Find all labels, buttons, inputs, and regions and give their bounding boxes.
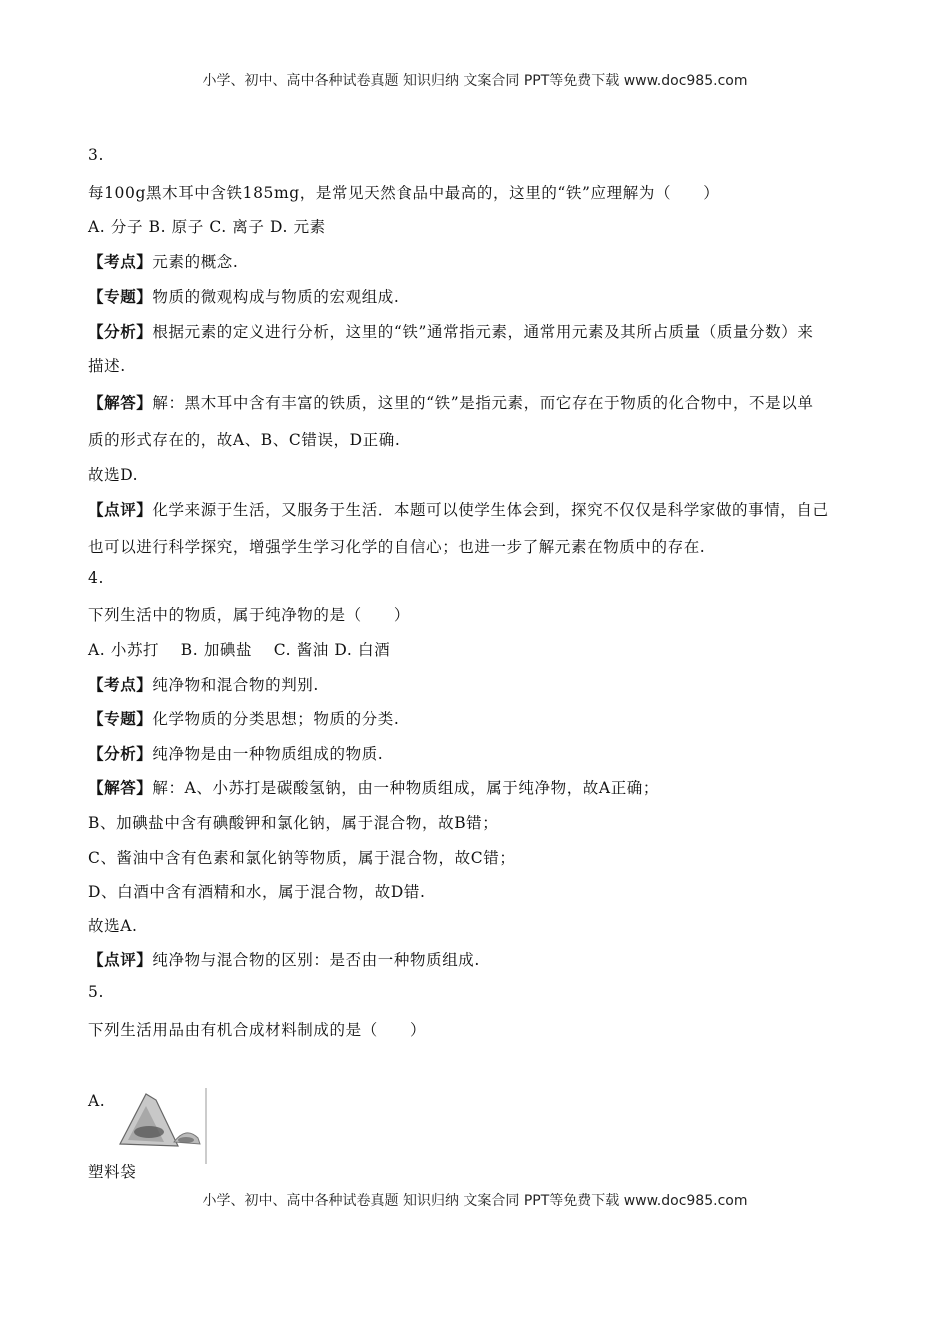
dianping-text: 纯净物与混合物的区别：是否由一种物质组成. [152,951,480,969]
q3-options: A. 分子 B. 原子 C. 离子 D. 元素 [88,218,326,236]
q4-jieda-d: D、白酒中含有酒精和水，属于混合物，故D错. [88,883,426,901]
jieda-tag: 【解答】 [88,778,153,797]
q4-kaodian [88,673,862,695]
jieda-tag: 【解答】 [88,393,153,412]
q5-option-a-label: A. [88,1092,106,1110]
fenxi-text: 纯净物是由一种物质组成的物质. [152,745,384,763]
kaodian-text: 元素的概念. [152,253,239,271]
q4-number: 4. [88,569,104,587]
q3-dianping-cont: 也可以进行科学探究，增强学生学习化学的自信心；也进一步了解元素在物质中的存在. [88,538,706,556]
kaodian-tag: 【考点】 [88,252,153,271]
jieda-text: 解：A、小苏打是碳酸氢钠，由一种物质组成，属于纯净物，故A正确； [152,779,659,797]
q3-number: 3. [88,146,104,164]
fenxi-text: 根据元素的定义进行分析，这里的“铁”通常指元素，通常用元素及其所占质量（质量分数）来 [152,323,814,341]
q3-kaodian [88,250,862,272]
q4-fenxi [88,742,862,764]
dianping-text: 化学来源于生活，又服务于生活．本题可以使学生体会到，探究不仅仅是科学家做的事情，自己 [152,501,829,519]
zhuanti-tag: 【专题】 [88,287,153,306]
fenxi-tag: 【分析】 [88,322,153,341]
kaodian-tag: 【考点】 [88,675,153,694]
q3-stem: 每100g黑木耳中含铁185mg，是常见天然食品中最高的，这里的“铁”应理解为（ ） [88,184,720,202]
q5-number: 5. [88,983,104,1001]
q4-dianping [88,948,862,970]
q5-option-a-caption: 塑料袋 [88,1163,137,1181]
q3-zhuanti [88,285,862,307]
plastic-bag-image [116,1086,208,1166]
q3-fenxi-cont: 描述. [88,357,126,375]
q4-jieda-b: B、加碘盐中含有碘酸钾和氯化钠，属于混合物，故B错； [88,814,499,832]
zhuanti-text: 物质的微观构成与物质的宏观组成. [152,288,400,306]
q3-jieda [88,391,862,413]
q5-stem: 下列生活用品由有机合成材料制成的是（ ） [88,1021,427,1039]
q4-options: A. 小苏打 B. 加碘盐 C. 酱油 D. 白酒 [88,641,391,659]
fenxi-tag: 【分析】 [88,744,153,763]
q3-jieda-cont: 质的形式存在的，故A、B、C错误，D正确. [88,431,401,449]
q3-dianping [88,498,862,520]
zhuanti-text: 化学物质的分类思想；物质的分类. [152,710,400,728]
dianping-tag: 【点评】 [88,950,153,969]
page-header: 小学、初中、高中各种试卷真题 知识归纳 文案合同 PPT等免费下载 www.doc985.com [202,73,748,89]
q3-fenxi [88,320,862,342]
zhuanti-tag: 【专题】 [88,709,153,728]
q4-zhuanti [88,707,862,729]
q4-answer: 故选A. [88,917,138,935]
dianping-tag: 【点评】 [88,500,153,519]
q4-jieda-c: C、酱油中含有色素和氯化钠等物质，属于混合物，故C错； [88,849,516,867]
page-footer: 小学、初中、高中各种试卷真题 知识归纳 文案合同 PPT等免费下载 www.doc985.com [202,1193,748,1209]
q4-jieda [88,776,862,798]
kaodian-text: 纯净物和混合物的判别. [152,676,319,694]
q4-stem: 下列生活中的物质，属于纯净物的是（ ） [88,606,411,624]
q3-answer: 故选D. [88,466,139,484]
jieda-text: 解：黑木耳中含有丰富的铁质，这里的“铁”是指元素，而它存在于物质的化合物中，不是以单 [152,394,814,412]
